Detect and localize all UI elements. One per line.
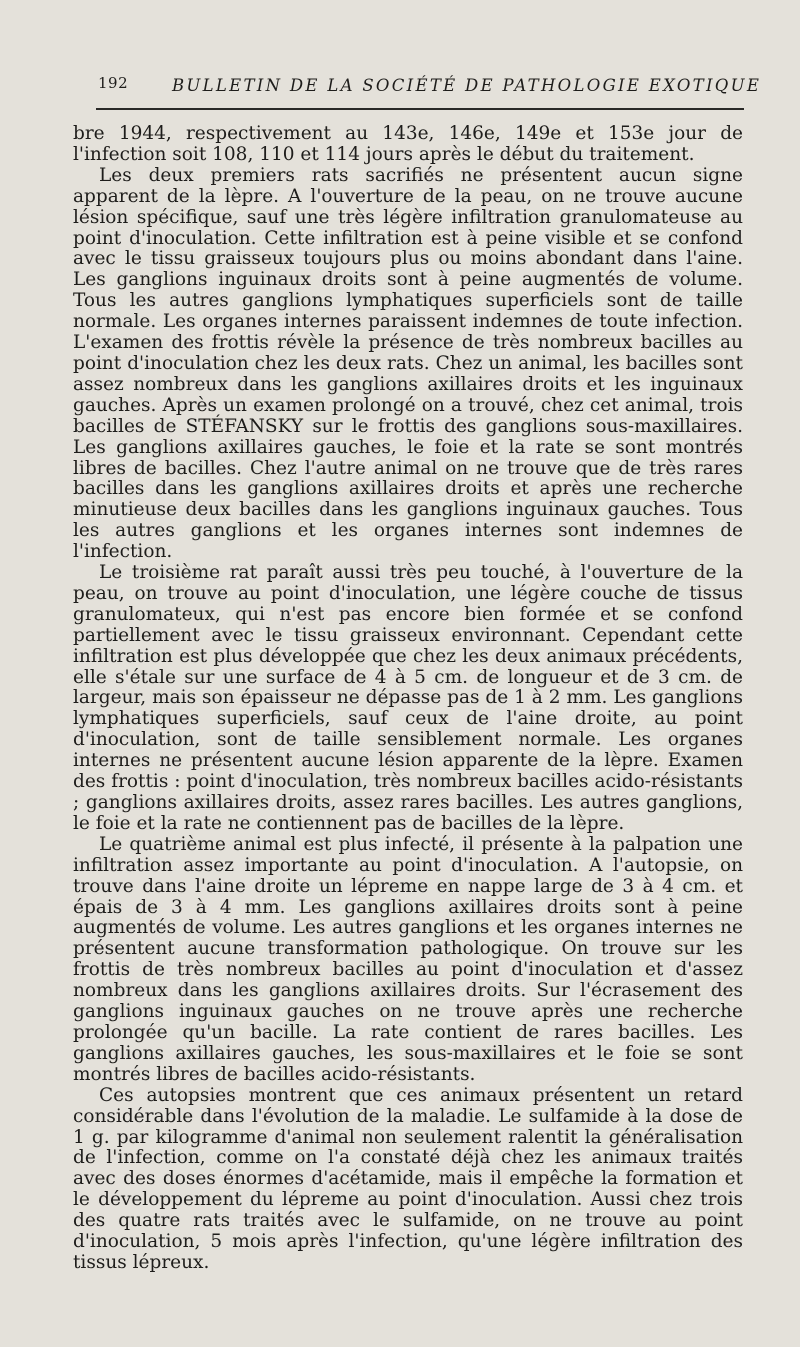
page-header xyxy=(96,74,762,114)
paragraph-4: Le quatrième animal est plus infecté, il présente à la palpation une infiltration assez importante au point d'inoculation. A l'autopsie, on trouve dans l'aine droite un lépreme en nappe large de 3 à 4 cm. et épais de 3 à 4 mm. Les ganglions axillaires droits sont à peine augmentés de volume. Les autres ganglions et les organes internes ne présentent aucune transformation pathologique. On trouve sur les frottis de très nombreux bacilles au point d'inoculation et d'assez nombreux dans les ganglions axillaires droits. Sur l'écrasement des ganglions inguinaux gauches on ne trouve après une recherche prolongée qu'un bacille. La rate contient de rares bacilles. Les ganglions axillaires gauches, les sous-maxillaires et le foie se sont montrés libres de bacilles acido-résistants. xyxy=(73,833,743,1085)
paragraph-5: Ces autopsies montrent que ces animaux présentent un retard considérable dans l'évolution de la maladie. Le sulfamide à la dose de 1 g. par kilogramme d'animal non seulement ralentit la généralisation de l'infection, comme on l'a constaté déjà chez les animaux traités avec des doses énormes d'acétamide, mais il empêche la formation et le développement du lépreme au point d'inoculation. Aussi chez trois des quatre rats traités avec le sulfamide, on ne trouve au point d'inoculation, 5 mois après l'infection, qu'une légère infiltration des tissus lépreux. xyxy=(73,1084,743,1273)
page-number: 192 xyxy=(98,74,129,92)
running-title: BULLETIN DE LA SOCIÉTÉ DE PATHOLOGIE EXOTIQUE xyxy=(172,76,762,95)
header-rule xyxy=(96,108,744,110)
body-text xyxy=(73,124,743,1274)
paragraph-3: Le troisième rat paraît aussi très peu touché, à l'ouverture de la peau, on trouve au point d'inoculation, une légère couche de tissus granulomateux, qui n'est pas encore bien formée et se confond partiellement avec le tissu graisseux environnant. Cependant cette infiltration est plus développée que chez les deux animaux précédents, elle s'étale sur une surface de 4 à 5 cm. de longueur et de 3 cm. de largeur, mais son épaisseur ne dépasse pas de 1 à 2 mm. Les ganglions lymphatiques superficiels, sauf ceux de l'aine droite, au point d'inoculation, sont de taille sensiblement normale. Les organes internes ne présentent aucune lésion apparente de la lèpre. Examen des frottis : point d'inoculation, très nombreux bacilles acido-résistants ; ganglions axillaires droits, assez rares bacilles. Les autres ganglions, le foie et la rate ne contiennent pas de bacilles de la lèpre. xyxy=(73,562,743,834)
paragraph-1: bre 1944, respectivement au 143e, 146e, 149e et 153e jour de l'infection soit 108, 110 et 114 jours après le début du traitement. xyxy=(73,123,743,165)
paragraph-2: Les deux premiers rats sacrifiés ne présentent aucun signe apparent de la lèpre. A l'ouverture de la peau, on ne trouve aucune lésion spécifique, sauf une très légère infiltration granulomateuse au point d'inoculation. Cette infiltration est à peine visible et se confond avec le tissu graisseux toujours plus ou moins abondant dans l'aine. Les ganglions inguinaux droits sont à peine augmentés de volume. Tous les autres ganglions lymphatiques superficiels sont de taille normale. Les organes internes paraissent indemnes de toute infection. L'examen des frottis révèle la présence de très nombreux bacilles au point d'inoculation chez les deux rats. Chez un animal, les bacilles sont assez nombreux dans les ganglions axillaires droits et les inguinaux gauches. Après un examen prolongé on a trouvé, chez cet animal, trois bacilles de STÉFANSKY sur le frottis des ganglions sous-maxillaires. Les ganglions axillaires gauches, le foie et la rate se sont montrés libres de bacilles. Chez l'autre animal on ne trouve que de très rares bacilles dans les ganglions axillaires droits et après une recherche minutieuse deux bacilles dans les ganglions inguinaux gauches. Tous les autres ganglions et les organes internes sont indemnes de l'infection. xyxy=(73,164,743,563)
